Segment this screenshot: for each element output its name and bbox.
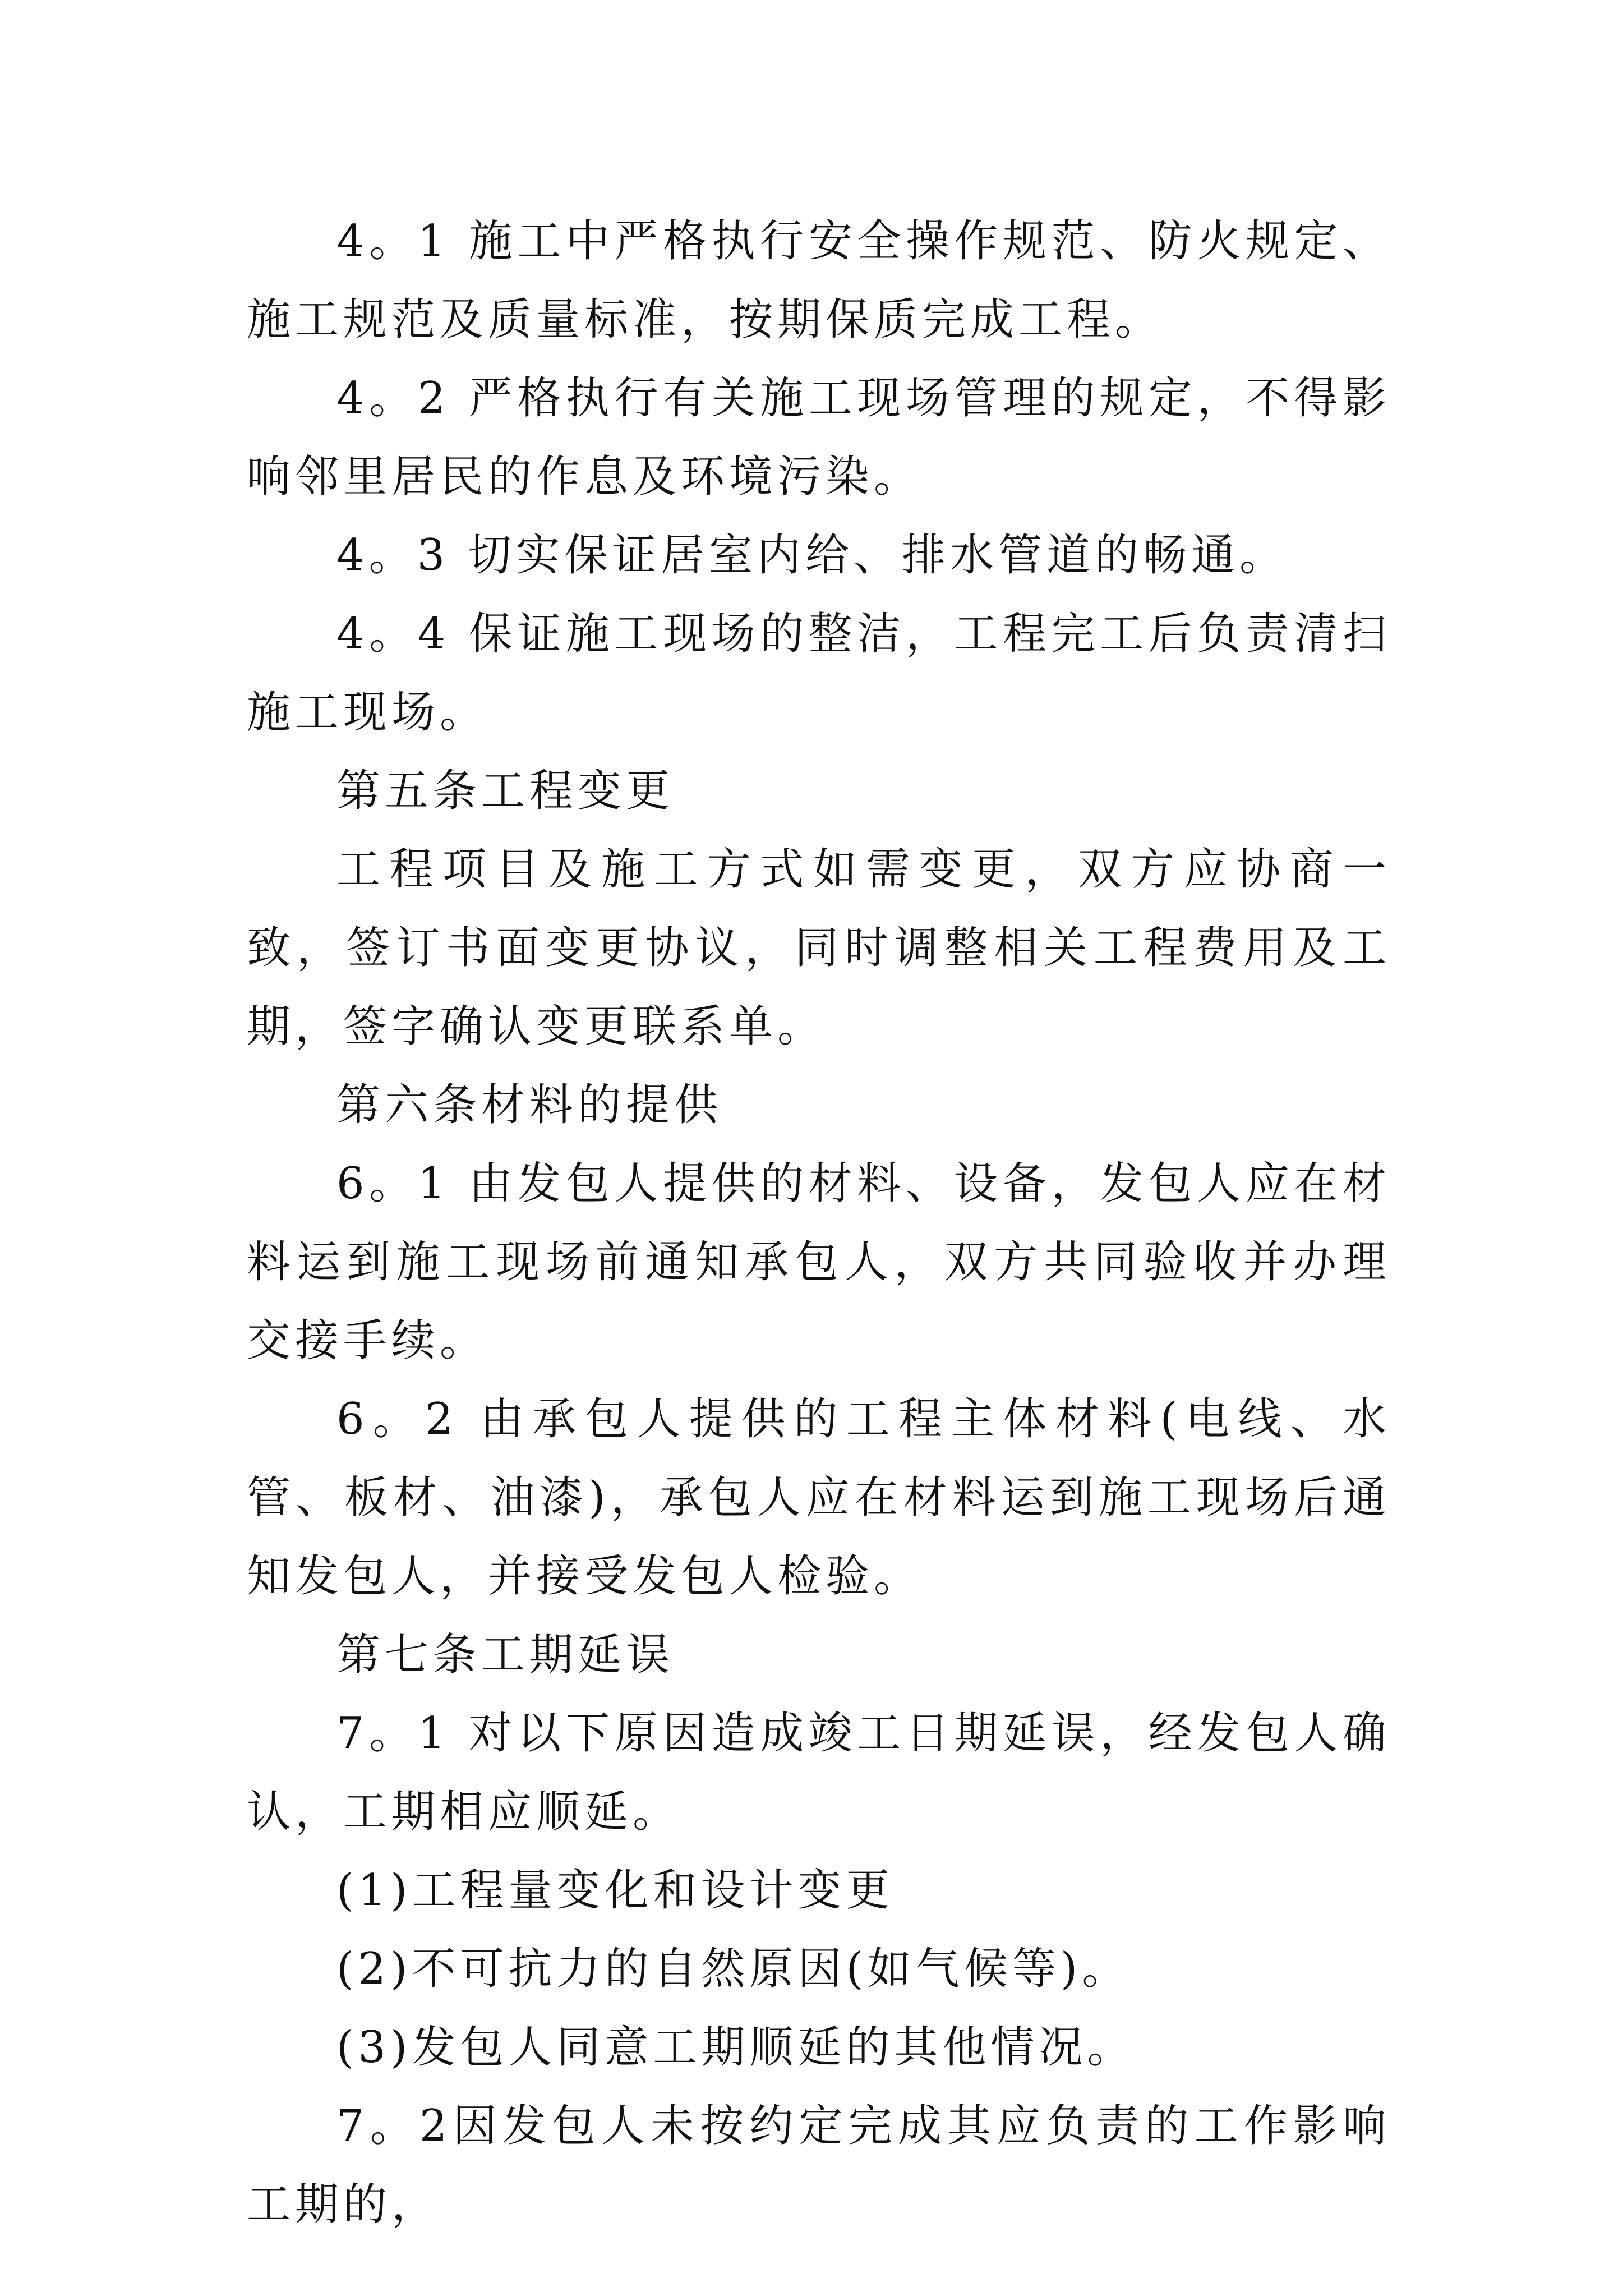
clause-4-4: 4。4 保证施工现场的整洁，工程完工后负责清扫施工现场。: [247, 609, 1391, 738]
clause-4-2: 4。2 严格执行有关施工现场管理的规定，不得影响邻里居民的作息及环境污染。: [247, 373, 1391, 502]
clause-4-1: 4。1 施工中严格执行安全操作规范、防火规定、施工规范及质量标准，按期保质完成工程。: [247, 216, 1391, 345]
article-5-heading: 第五条工程变更: [336, 766, 675, 816]
clause-7-2: 7。2因发包人未按约定完成其应负责的工作影响工期的，: [247, 2101, 1391, 2230]
clause-4-3: 4。3 切实保证居室内给、排水管道的畅通。: [336, 530, 1288, 581]
article-6-heading: 第六条材料的提供: [336, 1080, 723, 1130]
article-7-heading: 第七条工期延误: [336, 1630, 675, 1680]
list-item-2: (2)不可抗力的自然原因(如气候等)。: [336, 1944, 1131, 1994]
clause-6-2: 6。2 由承包人提供的工程主体材料(电线、水管、板材、油漆)，承包人应在材料运到施工现场后通知发包人，并接受发包人检验。: [247, 1394, 1391, 1602]
article-5-body: 工程项目及施工方式如需变更，双方应协商一致，签订书面变更协议，同时调整相关工程费用及工期，签字确认变更联系单。: [247, 844, 1391, 1052]
clause-7-1: 7。1 对以下原因造成竣工日期延误，经发包人确认，工期相应顺延。: [247, 1708, 1391, 1837]
clause-6-1: 6。1 由发包人提供的材料、设备，发包人应在材料运到施工现场前通知承包人，双方共同验收并办理交接手续。: [247, 1158, 1391, 1366]
document-body: [247, 202, 1391, 2244]
list-item-3: (3)发包人同意工期顺延的其他情况。: [336, 2022, 1136, 2073]
list-item-1: (1)工程量变化和设计变更: [336, 1865, 895, 1916]
